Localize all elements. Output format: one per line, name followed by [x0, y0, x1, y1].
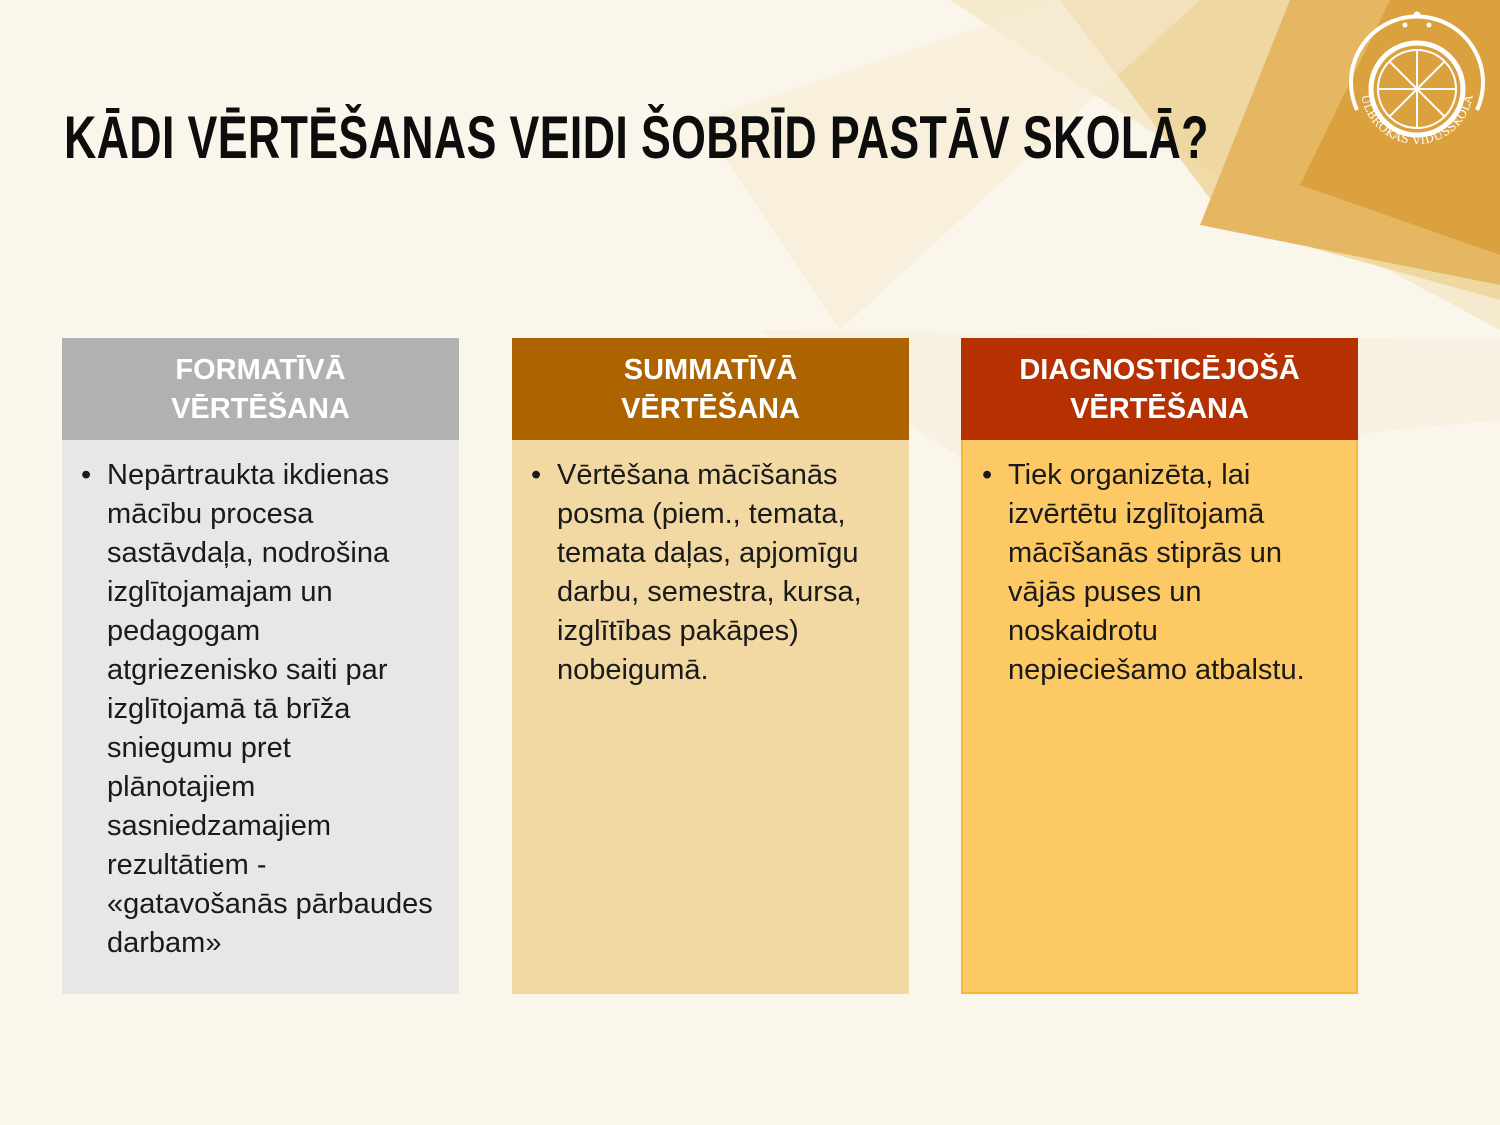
card-body: [512, 440, 909, 994]
bullet-item: • Vērtēšana mācīšanās posma (piem., temata, temata daļas, apjomīgu darbu, semestra, kursa, izglītības pakāpes) nobeigumā.: [530, 456, 889, 690]
card-header-line2: VĒRTĒŠANA: [1070, 393, 1249, 425]
page-title: KĀDI VĒRTĒŠANAS VEIDI ŠOBRĪD PASTĀV SKOLĀ?: [64, 104, 1209, 171]
card-header-line1: FORMATĪVĀ: [175, 354, 346, 386]
logo-text: ULBROKAS VIDUSSKOLA: [1358, 93, 1476, 148]
school-logo: [1344, 6, 1489, 166]
card-formative: [62, 338, 459, 994]
card-summative: [512, 338, 909, 994]
card-header: [961, 338, 1358, 440]
card-header-line2: VĒRTĒŠANA: [621, 393, 800, 425]
bullet-list: [981, 456, 1336, 690]
card-header: [512, 338, 909, 440]
card-header-line2: VĒRTĒŠANA: [171, 393, 350, 425]
bullet-item: • Nepārtraukta ikdienas mācību procesa sastāvdaļa, nodrošina izglītojamajam un pedagogam atgriezenisko saiti par izglītojamā tā brīža sniegumu pret plānotajiem sasniedzamajiem rezultātiem - «gatavošanās pārbaudes darbam»: [80, 456, 439, 963]
bullet-list: [80, 456, 439, 963]
card-header-line1: SUMMATĪVĀ: [623, 354, 798, 386]
card-header-line1: DIAGNOSTICĒJOŠĀ: [1019, 354, 1300, 386]
card-body: [961, 440, 1358, 994]
card-diagnostic: [961, 338, 1358, 994]
card-body: [62, 440, 459, 994]
card-header: [62, 338, 459, 440]
bullet-list: [530, 456, 889, 690]
bullet-item: • Tiek organizēta, lai izvērtētu izglītojamā mācīšanās stiprās un vājās puses un noskaidrotu nepieciešamo atbalstu.: [981, 456, 1336, 690]
